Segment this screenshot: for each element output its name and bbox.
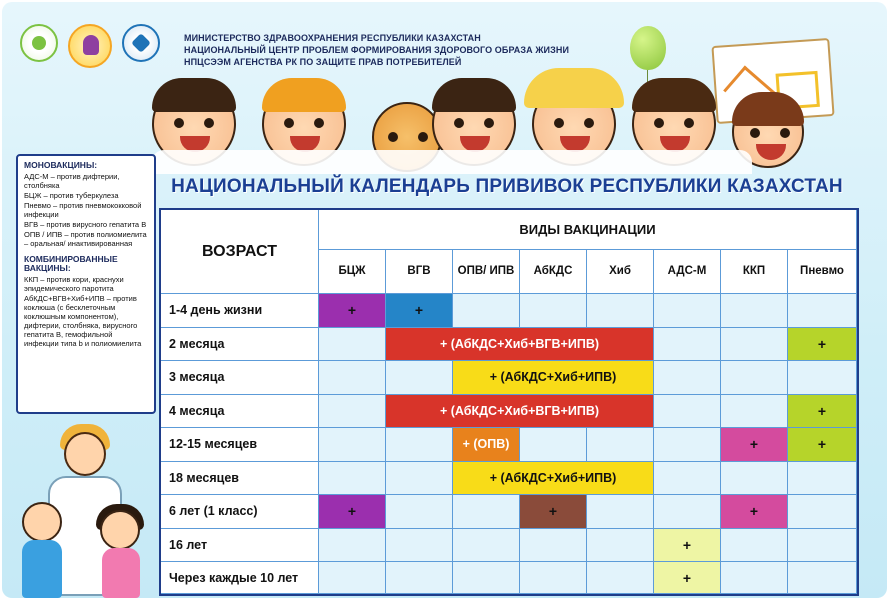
age-cell: 4 месяца: [161, 395, 319, 429]
vaccine-header-hib: Хиб: [587, 250, 654, 294]
empty-cell: [319, 395, 386, 429]
combo-vaccine-bar: + (АбКДС+Хиб+ИПВ): [453, 462, 654, 496]
legend-item: Пневмо – против пневмококковой инфекции: [24, 201, 142, 219]
age-cell: 16 лет: [161, 529, 319, 563]
vaccine-header-kkp: ККП: [721, 250, 788, 294]
combo-vaccine-bar: + (ОПВ): [453, 428, 520, 462]
legend-item: АДС-М – против дифтерии, столбняка: [24, 172, 120, 190]
empty-cell: [386, 462, 453, 496]
empty-cell: [587, 562, 654, 594]
combo-vaccine-bar: + (АбКДС+Хиб+ВГВ+ИПВ): [386, 395, 654, 429]
empty-cell: [319, 529, 386, 563]
empty-cell: [654, 328, 721, 362]
empty-cell: [721, 562, 788, 594]
vaccination-schedule-table: [159, 208, 859, 596]
combo-vaccine-bar: + (АбКДС+Хиб+ВГВ+ИПВ): [386, 328, 654, 362]
empty-cell: [721, 361, 788, 395]
empty-cell: [721, 328, 788, 362]
legend-combo-title: КОМБИНИРОВАННЫЕ ВАКЦИНЫ:: [24, 254, 118, 273]
legend-mono-title: МОНОВАКЦИНЫ:: [24, 160, 98, 170]
empty-cell: [386, 361, 453, 395]
empty-cell: [788, 495, 857, 529]
poster: [2, 2, 887, 598]
empty-cell: [319, 562, 386, 594]
vaccine-mark: +: [788, 428, 857, 462]
vaccine-header-hbv: ВГВ: [386, 250, 453, 294]
empty-cell: [587, 495, 654, 529]
vaccination-types-header: ВИДЫ ВАКЦИНАЦИИ: [319, 210, 857, 250]
age-cell: 12-15 месяцев: [161, 428, 319, 462]
vaccine-mark: +: [319, 495, 386, 529]
empty-cell: [453, 562, 520, 594]
legend-item: ОПВ / ИПВ – против полиомиелита – оральная/ инактивированная: [24, 230, 147, 248]
fence: [152, 150, 752, 174]
empty-cell: [453, 495, 520, 529]
healthy-lifestyle-logo-icon: [68, 24, 112, 68]
empty-cell: [587, 428, 654, 462]
empty-cell: [386, 428, 453, 462]
empty-cell: [386, 495, 453, 529]
empty-cell: [520, 294, 587, 328]
empty-cell: [654, 395, 721, 429]
age-cell: 1-4 день жизни: [161, 294, 319, 328]
age-cell: 6 лет (1 класс): [161, 495, 319, 529]
legend-item: ККП – против кори, краснухи эпидемического паротита: [24, 275, 124, 293]
empty-cell: [319, 328, 386, 362]
empty-cell: [654, 294, 721, 328]
empty-cell: [520, 428, 587, 462]
empty-cell: [788, 462, 857, 496]
empty-cell: [788, 529, 857, 563]
empty-cell: [788, 562, 857, 594]
vaccine-mark: +: [520, 495, 587, 529]
vaccine-mark: +: [788, 395, 857, 429]
vaccine-header-abkds: АбКДС: [520, 250, 587, 294]
vaccine-mark: +: [386, 294, 453, 328]
empty-cell: [520, 562, 587, 594]
empty-cell: [386, 562, 453, 594]
empty-cell: [453, 529, 520, 563]
combo-vaccine-bar: + (АбКДС+Хиб+ИПВ): [453, 361, 654, 395]
empty-cell: [587, 529, 654, 563]
consumer-protection-logo-icon: [122, 24, 160, 62]
vaccine-mark: +: [654, 529, 721, 563]
vaccine-legend: [16, 154, 156, 414]
vaccine-mark: +: [654, 562, 721, 594]
age-cell: 18 месяцев: [161, 462, 319, 496]
empty-cell: [788, 361, 857, 395]
empty-cell: [788, 294, 857, 328]
legend-item: ВГВ – против вирусного гепатита В: [24, 220, 147, 229]
age-cell: 2 месяца: [161, 328, 319, 362]
empty-cell: [319, 462, 386, 496]
vaccine-mark: +: [721, 428, 788, 462]
page-title: НАЦИОНАЛЬНЫЙ КАЛЕНДАРЬ ПРИВИВОК РЕСПУБЛИКИ КАЗАХСТАН: [171, 176, 843, 197]
vaccine-header-bcg: БЦЖ: [319, 250, 386, 294]
age-cell: Через каждые 10 лет: [161, 562, 319, 594]
org-line-1: МИНИСТЕРСТВО ЗДРАВООХРАНЕНИЯ РЕСПУБЛИКИ КАЗАХСТАН: [184, 33, 481, 43]
vaccine-header-ads-m: АДС-М: [654, 250, 721, 294]
legend-item: АбКДС+ВГВ+Хиб+ИПВ – против коклюша (с бесклеточным коклюшным компонентом), дифтерии, столбняка, вирусного гепатита В, гемофильной инфекции типа b и полиомиелита: [24, 294, 142, 348]
empty-cell: [654, 361, 721, 395]
org-line-3: НПЦСЭЭМ АГЕНСТВА РК ПО ЗАЩИТЕ ПРАВ ПОТРЕБИТЕЛЕЙ: [184, 57, 462, 67]
vaccine-mark: +: [788, 328, 857, 362]
empty-cell: [721, 529, 788, 563]
legend-item: БЦЖ – против туберкулеза: [24, 191, 119, 200]
ministry-logo-icon: [20, 24, 58, 62]
empty-cell: [721, 294, 788, 328]
empty-cell: [587, 294, 654, 328]
doctor-with-children-illustration: [22, 422, 142, 598]
vaccine-mark: +: [319, 294, 386, 328]
age-cell: 3 месяца: [161, 361, 319, 395]
empty-cell: [319, 361, 386, 395]
empty-cell: [654, 428, 721, 462]
empty-cell: [319, 428, 386, 462]
empty-cell: [721, 395, 788, 429]
empty-cell: [453, 294, 520, 328]
org-line-2: НАЦИОНАЛЬНЫЙ ЦЕНТР ПРОБЛЕМ ФОРМИРОВАНИЯ ЗДОРОВОГО ОБРАЗА ЖИЗНИ: [184, 45, 570, 55]
empty-cell: [654, 495, 721, 529]
vaccine-header-pneumo: Пневмо: [788, 250, 857, 294]
empty-cell: [520, 529, 587, 563]
empty-cell: [386, 529, 453, 563]
age-header: ВОЗРАСТ: [161, 210, 319, 294]
empty-cell: [721, 462, 788, 496]
vaccine-header-opv-ipv: ОПВ/ ИПВ: [453, 250, 520, 294]
vaccine-mark: +: [721, 495, 788, 529]
empty-cell: [654, 462, 721, 496]
